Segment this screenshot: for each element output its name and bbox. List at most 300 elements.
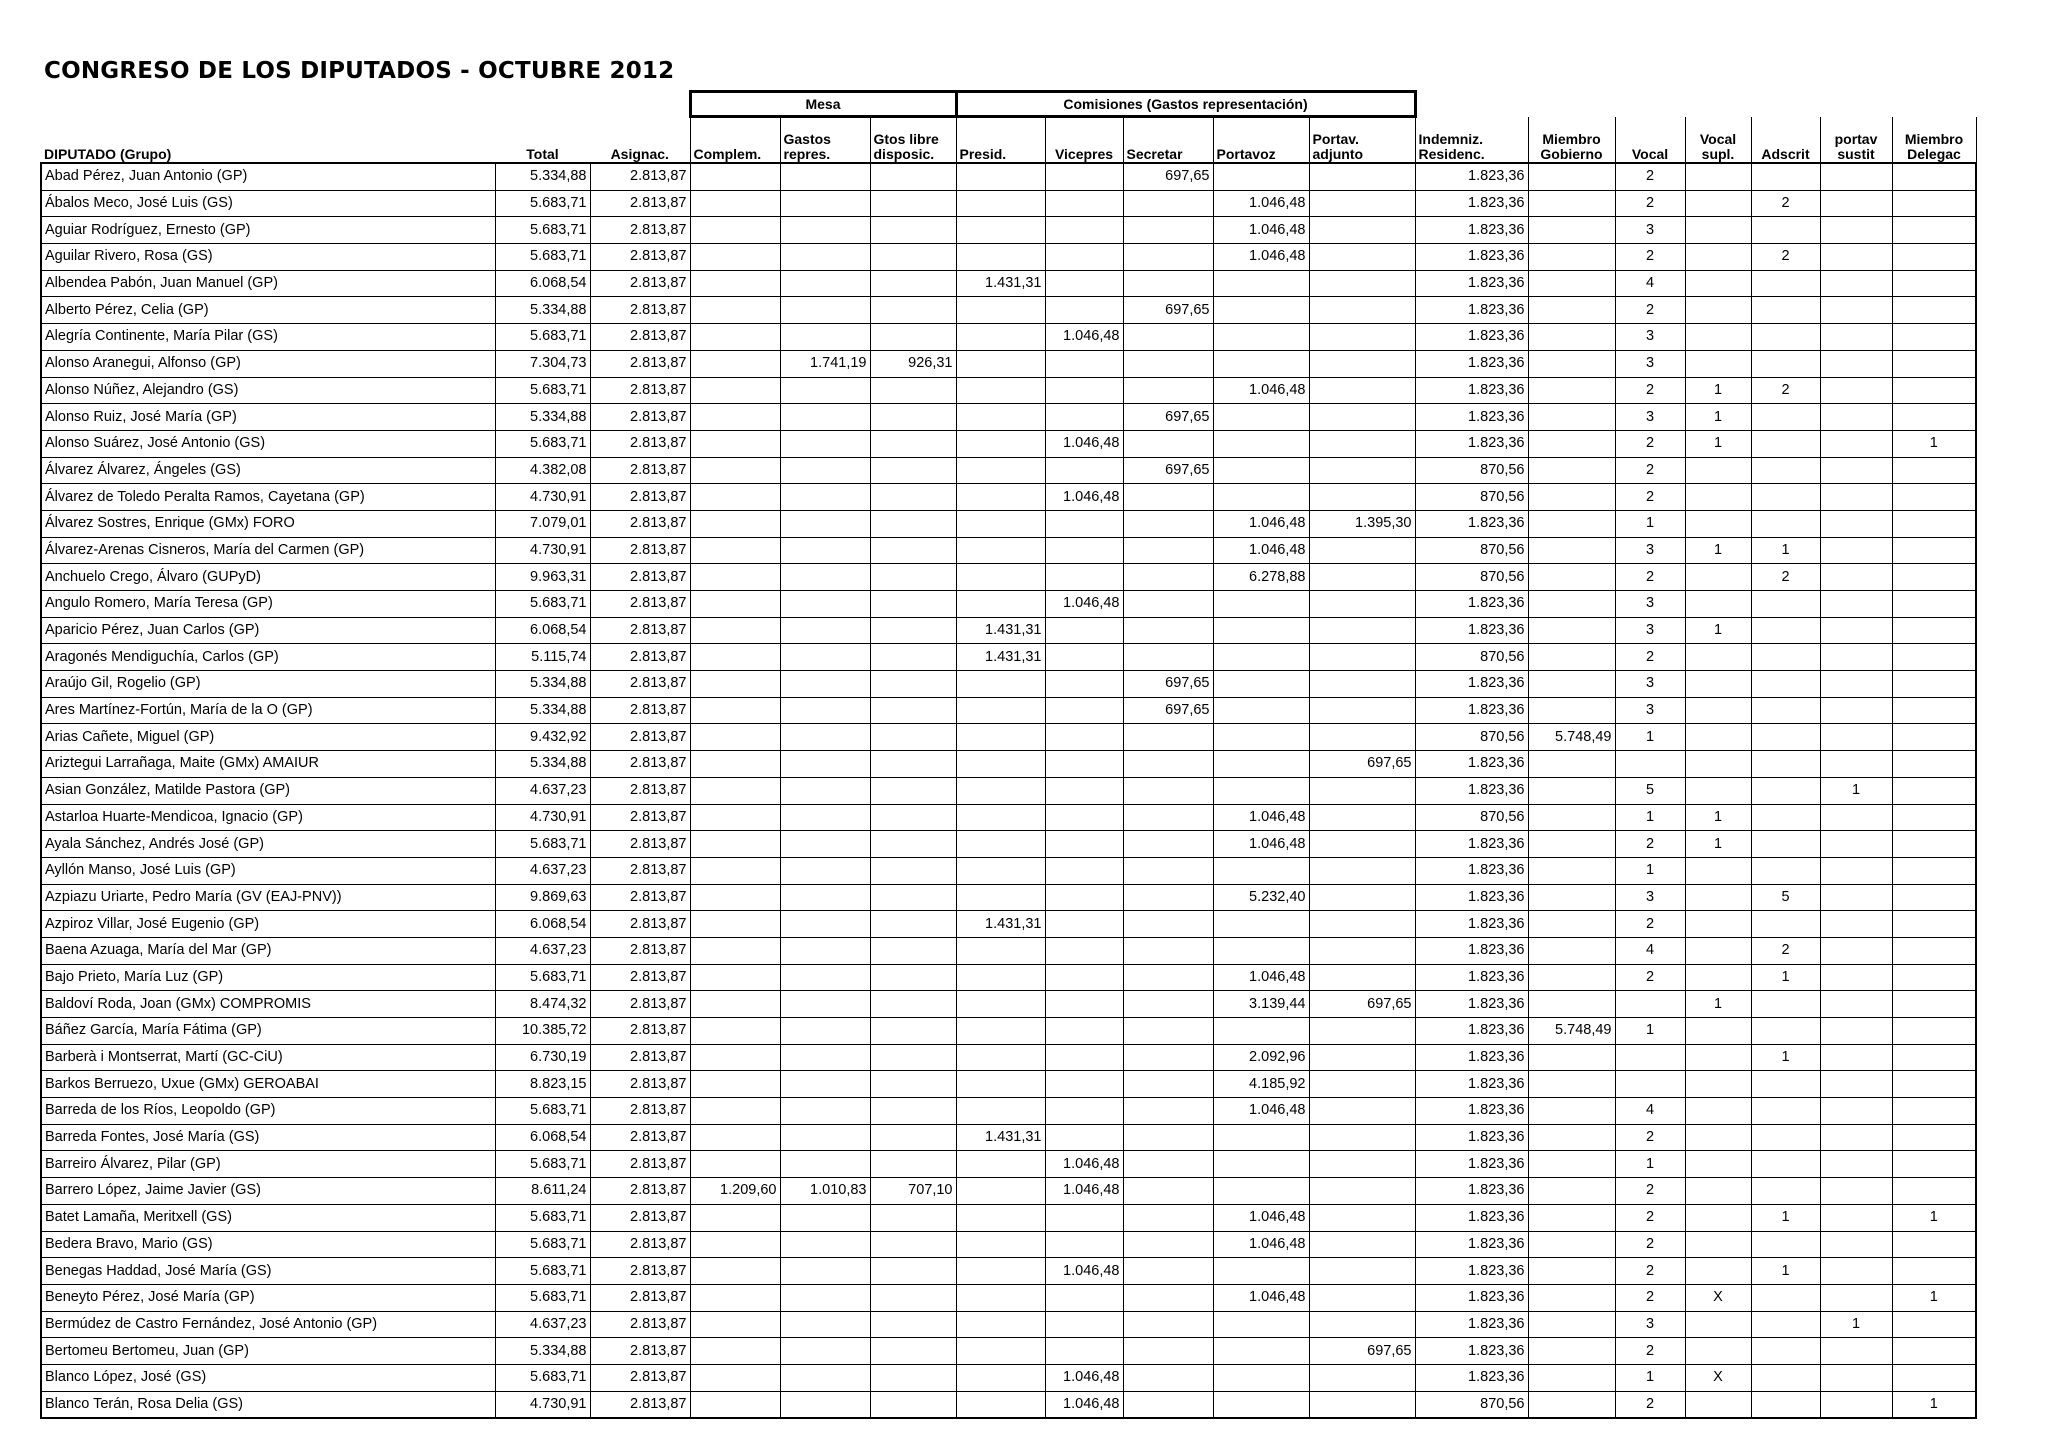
- cell-vicepres: [1045, 617, 1123, 644]
- cell-secretar: 697,65: [1123, 297, 1213, 324]
- cell-portav-adjunto: [1309, 697, 1415, 724]
- cell-total: 5.683,71: [495, 1098, 590, 1125]
- cell-vocal: 1: [1615, 724, 1685, 751]
- cell-portav-sustit: [1820, 884, 1892, 911]
- cell-indemniz: 1.823,36: [1415, 324, 1528, 351]
- cell-miembro-gobierno: [1528, 617, 1615, 644]
- cell-vicepres: 1.046,48: [1045, 591, 1123, 618]
- cell-miembro-gobierno: [1528, 244, 1615, 271]
- cell-total: 5.334,88: [495, 1338, 590, 1365]
- cell-portavoz: 1.046,48: [1213, 1204, 1309, 1231]
- cell-diputado: Bertomeu Bertomeu, Juan (GP): [41, 1338, 495, 1365]
- cell-gtos-libre: 926,31: [870, 350, 956, 377]
- cell-presid: [956, 671, 1045, 698]
- cell-asignac: 2.813,87: [590, 671, 690, 698]
- cell-adscrit: [1751, 510, 1820, 537]
- cell-miembro-gobierno: [1528, 377, 1615, 404]
- cell-indemniz: 1.823,36: [1415, 217, 1528, 244]
- cell-portav-adjunto: [1309, 377, 1415, 404]
- cell-miembro-gobierno: [1528, 1044, 1615, 1071]
- cell-adscrit: [1751, 270, 1820, 297]
- cell-vicepres: [1045, 751, 1123, 778]
- cell-portav-sustit: [1820, 1338, 1892, 1365]
- cell-miembro-delegac: [1892, 617, 1976, 644]
- cell-indemniz: 1.823,36: [1415, 1018, 1528, 1045]
- cell-indemniz: 870,56: [1415, 1391, 1528, 1418]
- cell-vocal-supl: [1685, 884, 1751, 911]
- cell-gtos-libre: [870, 644, 956, 671]
- cell-miembro-delegac: [1892, 591, 1976, 618]
- cell-miembro-gobierno: [1528, 324, 1615, 351]
- cell-miembro-delegac: [1892, 217, 1976, 244]
- cell-portav-sustit: [1820, 644, 1892, 671]
- cell-secretar: [1123, 617, 1213, 644]
- cell-vocal-supl: 1: [1685, 804, 1751, 831]
- cell-miembro-delegac: [1892, 1258, 1976, 1285]
- cell-portav-sustit: [1820, 1071, 1892, 1098]
- cell-vicepres: [1045, 724, 1123, 751]
- cell-presid: [956, 751, 1045, 778]
- cell-diputado: Ayllón Manso, José Luis (GP): [41, 857, 495, 884]
- cell-portavoz: 1.046,48: [1213, 244, 1309, 271]
- cell-miembro-delegac: [1892, 190, 1976, 217]
- cell-portav-sustit: [1820, 537, 1892, 564]
- cell-portavoz: [1213, 777, 1309, 804]
- cell-adscrit: [1751, 430, 1820, 457]
- cell-presid: [956, 964, 1045, 991]
- cell-presid: 1.431,31: [956, 1124, 1045, 1151]
- cell-vocal-supl: 1: [1685, 617, 1751, 644]
- cell-miembro-delegac: [1892, 350, 1976, 377]
- cell-portav-sustit: [1820, 217, 1892, 244]
- cell-portav-adjunto: [1309, 777, 1415, 804]
- cell-portav-adjunto: [1309, 1071, 1415, 1098]
- cell-vocal: 2: [1615, 911, 1685, 938]
- cell-vicepres: [1045, 937, 1123, 964]
- cell-secretar: [1123, 430, 1213, 457]
- cell-vicepres: [1045, 244, 1123, 271]
- cell-portav-adjunto: [1309, 190, 1415, 217]
- table-row: [41, 1338, 1976, 1365]
- cell-vicepres: [1045, 537, 1123, 564]
- cell-portav-sustit: [1820, 1098, 1892, 1125]
- cell-vicepres: [1045, 404, 1123, 431]
- cell-vocal: 3: [1615, 404, 1685, 431]
- cell-total: 9.869,63: [495, 884, 590, 911]
- cell-portavoz: 1.046,48: [1213, 1098, 1309, 1125]
- cell-portav-sustit: [1820, 297, 1892, 324]
- cell-diputado: Barreda Fontes, José María (GS): [41, 1124, 495, 1151]
- cell-complem: [690, 831, 780, 858]
- cell-gtos-libre: [870, 1391, 956, 1418]
- cell-complem: [690, 671, 780, 698]
- cell-vocal-supl: 1: [1685, 831, 1751, 858]
- cell-portav-adjunto: [1309, 1018, 1415, 1045]
- cell-gtos-libre: [870, 484, 956, 511]
- cell-portav-adjunto: [1309, 457, 1415, 484]
- cell-gastos-repres: [780, 751, 870, 778]
- cell-portav-adjunto: [1309, 430, 1415, 457]
- cell-diputado: Angulo Romero, María Teresa (GP): [41, 591, 495, 618]
- cell-vocal-supl: [1685, 1338, 1751, 1365]
- cell-presid: [956, 190, 1045, 217]
- cell-complem: [690, 1204, 780, 1231]
- cell-portav-adjunto: [1309, 911, 1415, 938]
- cell-vocal-supl: [1685, 857, 1751, 884]
- cell-miembro-delegac: [1892, 1178, 1976, 1205]
- cell-total: 4.730,91: [495, 1391, 590, 1418]
- cell-asignac: 2.813,87: [590, 804, 690, 831]
- cell-indemniz: 1.823,36: [1415, 350, 1528, 377]
- cell-diputado: Blanco López, José (GS): [41, 1364, 495, 1391]
- cell-miembro-delegac: [1892, 1044, 1976, 1071]
- cell-miembro-delegac: [1892, 991, 1976, 1018]
- cell-diputado: Ábalos Meco, José Luis (GS): [41, 190, 495, 217]
- cell-complem: [690, 1018, 780, 1045]
- column-header-vicepres: Vicepres: [1045, 117, 1123, 164]
- cell-miembro-delegac: [1892, 297, 1976, 324]
- cell-miembro-gobierno: [1528, 884, 1615, 911]
- cell-portav-sustit: [1820, 1204, 1892, 1231]
- cell-indemniz: 1.823,36: [1415, 244, 1528, 271]
- cell-diputado: Albendea Pabón, Juan Manuel (GP): [41, 270, 495, 297]
- cell-miembro-gobierno: [1528, 777, 1615, 804]
- cell-vicepres: [1045, 697, 1123, 724]
- cell-miembro-gobierno: [1528, 537, 1615, 564]
- cell-asignac: 2.813,87: [590, 510, 690, 537]
- cell-portav-sustit: [1820, 804, 1892, 831]
- cell-asignac: 2.813,87: [590, 1098, 690, 1125]
- cell-indemniz: 1.823,36: [1415, 991, 1528, 1018]
- cell-complem: [690, 404, 780, 431]
- cell-vicepres: 1.046,48: [1045, 1258, 1123, 1285]
- cell-vocal: 2: [1615, 297, 1685, 324]
- cell-secretar: [1123, 1391, 1213, 1418]
- cell-portav-sustit: [1820, 724, 1892, 751]
- cell-miembro-gobierno: [1528, 1098, 1615, 1125]
- cell-gtos-libre: [870, 1044, 956, 1071]
- cell-asignac: 2.813,87: [590, 697, 690, 724]
- cell-asignac: 2.813,87: [590, 751, 690, 778]
- cell-vicepres: [1045, 777, 1123, 804]
- cell-vicepres: [1045, 831, 1123, 858]
- cell-portav-adjunto: 697,65: [1309, 991, 1415, 1018]
- cell-presid: 1.431,31: [956, 270, 1045, 297]
- cell-asignac: 2.813,87: [590, 964, 690, 991]
- cell-indemniz: 1.823,36: [1415, 270, 1528, 297]
- cell-asignac: 2.813,87: [590, 1258, 690, 1285]
- cell-presid: [956, 377, 1045, 404]
- cell-portavoz: [1213, 1338, 1309, 1365]
- cell-presid: [956, 1151, 1045, 1178]
- cell-adscrit: [1751, 1364, 1820, 1391]
- cell-adscrit: [1751, 217, 1820, 244]
- cell-total: 10.385,72: [495, 1018, 590, 1045]
- cell-portav-sustit: [1820, 831, 1892, 858]
- cell-portav-sustit: 1: [1820, 777, 1892, 804]
- cell-diputado: Ayala Sánchez, Andrés José (GP): [41, 831, 495, 858]
- cell-vocal-supl: [1685, 217, 1751, 244]
- cell-indemniz: 870,56: [1415, 564, 1528, 591]
- cell-presid: 1.431,31: [956, 644, 1045, 671]
- cell-asignac: 2.813,87: [590, 537, 690, 564]
- table-row: [41, 244, 1976, 271]
- cell-gtos-libre: [870, 1258, 956, 1285]
- cell-total: 6.068,54: [495, 911, 590, 938]
- cell-total: 5.683,71: [495, 1284, 590, 1311]
- cell-vocal: 3: [1615, 537, 1685, 564]
- cell-miembro-delegac: [1892, 457, 1976, 484]
- cell-gtos-libre: [870, 617, 956, 644]
- cell-diputado: Álvarez de Toledo Peralta Ramos, Cayetana (GP): [41, 484, 495, 511]
- cell-complem: [690, 644, 780, 671]
- cell-vicepres: [1045, 190, 1123, 217]
- cell-vicepres: [1045, 804, 1123, 831]
- cell-gtos-libre: [870, 1098, 956, 1125]
- cell-gastos-repres: [780, 1071, 870, 1098]
- cell-diputado: Barrero López, Jaime Javier (GS): [41, 1178, 495, 1205]
- cell-vocal-supl: [1685, 324, 1751, 351]
- cell-presid: [956, 484, 1045, 511]
- cell-gtos-libre: [870, 510, 956, 537]
- cell-portavoz: [1213, 857, 1309, 884]
- cell-total: 5.334,88: [495, 697, 590, 724]
- cell-vocal-supl: [1685, 671, 1751, 698]
- table-row: [41, 644, 1976, 671]
- cell-vicepres: [1045, 964, 1123, 991]
- cell-asignac: 2.813,87: [590, 324, 690, 351]
- cell-gtos-libre: [870, 564, 956, 591]
- cell-vocal: 1: [1615, 804, 1685, 831]
- cell-gtos-libre: [870, 697, 956, 724]
- cell-diputado: Aguilar Rivero, Rosa (GS): [41, 244, 495, 271]
- cell-indemniz: 1.823,36: [1415, 163, 1528, 190]
- cell-indemniz: 1.823,36: [1415, 591, 1528, 618]
- cell-complem: [690, 297, 780, 324]
- cell-gtos-libre: [870, 377, 956, 404]
- cell-complem: [690, 1391, 780, 1418]
- cell-total: 8.474,32: [495, 991, 590, 1018]
- cell-adscrit: [1751, 644, 1820, 671]
- cell-miembro-gobierno: [1528, 964, 1615, 991]
- cell-indemniz: 1.823,36: [1415, 297, 1528, 324]
- cell-total: 5.334,88: [495, 671, 590, 698]
- cell-portav-adjunto: [1309, 1258, 1415, 1285]
- cell-vicepres: [1045, 1284, 1123, 1311]
- cell-vicepres: [1045, 884, 1123, 911]
- cell-miembro-gobierno: [1528, 831, 1615, 858]
- cell-gtos-libre: [870, 190, 956, 217]
- cell-presid: [956, 324, 1045, 351]
- cell-vocal-supl: [1685, 751, 1751, 778]
- cell-portavoz: [1213, 697, 1309, 724]
- cell-gastos-repres: [780, 270, 870, 297]
- cell-gastos-repres: [780, 217, 870, 244]
- cell-asignac: 2.813,87: [590, 831, 690, 858]
- cell-total: 8.823,15: [495, 1071, 590, 1098]
- cell-total: 5.683,71: [495, 1151, 590, 1178]
- cell-complem: [690, 937, 780, 964]
- cell-secretar: [1123, 1284, 1213, 1311]
- column-header-presid: Presid.: [956, 117, 1045, 164]
- cell-total: 4.730,91: [495, 804, 590, 831]
- cell-portav-sustit: [1820, 857, 1892, 884]
- cell-miembro-delegac: [1892, 1311, 1976, 1338]
- cell-diputado: Báñez García, María Fátima (GP): [41, 1018, 495, 1045]
- cell-miembro-gobierno: [1528, 430, 1615, 457]
- cell-miembro-delegac: [1892, 270, 1976, 297]
- cell-portavoz: 1.046,48: [1213, 217, 1309, 244]
- cell-gtos-libre: [870, 1311, 956, 1338]
- cell-vocal-supl: X: [1685, 1284, 1751, 1311]
- cell-gtos-libre: [870, 804, 956, 831]
- cell-gtos-libre: [870, 964, 956, 991]
- cell-vocal-supl: 1: [1685, 377, 1751, 404]
- cell-portav-adjunto: [1309, 1391, 1415, 1418]
- cell-vocal: 2: [1615, 377, 1685, 404]
- cell-miembro-delegac: 1: [1892, 1284, 1976, 1311]
- cell-portav-adjunto: [1309, 1098, 1415, 1125]
- cell-total: 5.683,71: [495, 190, 590, 217]
- cell-adscrit: [1751, 1124, 1820, 1151]
- cell-diputado: Álvarez Sostres, Enrique (GMx) FORO: [41, 510, 495, 537]
- cell-vicepres: [1045, 911, 1123, 938]
- table-row: [41, 697, 1976, 724]
- cell-presid: [956, 1338, 1045, 1365]
- cell-asignac: 2.813,87: [590, 1018, 690, 1045]
- cell-vocal-supl: [1685, 1258, 1751, 1285]
- cell-adscrit: [1751, 857, 1820, 884]
- cell-portavoz: [1213, 617, 1309, 644]
- cell-gastos-repres: [780, 1018, 870, 1045]
- cell-vicepres: 1.046,48: [1045, 1151, 1123, 1178]
- cell-indemniz: 1.823,36: [1415, 884, 1528, 911]
- cell-total: 5.334,88: [495, 751, 590, 778]
- cell-gastos-repres: [780, 1231, 870, 1258]
- cell-miembro-gobierno: [1528, 937, 1615, 964]
- cell-vocal-supl: [1685, 937, 1751, 964]
- cell-presid: [956, 1044, 1045, 1071]
- cell-miembro-delegac: [1892, 1364, 1976, 1391]
- cell-asignac: 2.813,87: [590, 190, 690, 217]
- cell-portavoz: 1.046,48: [1213, 964, 1309, 991]
- cell-secretar: [1123, 377, 1213, 404]
- cell-portavoz: [1213, 1151, 1309, 1178]
- cell-miembro-gobierno: [1528, 1151, 1615, 1178]
- cell-miembro-delegac: [1892, 1338, 1976, 1365]
- cell-vocal: 5: [1615, 777, 1685, 804]
- cell-adscrit: [1751, 911, 1820, 938]
- cell-presid: [956, 244, 1045, 271]
- cell-gtos-libre: [870, 297, 956, 324]
- cell-miembro-delegac: [1892, 884, 1976, 911]
- cell-miembro-delegac: 1: [1892, 1391, 1976, 1418]
- cell-secretar: [1123, 644, 1213, 671]
- cell-gastos-repres: [780, 831, 870, 858]
- cell-miembro-delegac: [1892, 1124, 1976, 1151]
- cell-presid: [956, 1364, 1045, 1391]
- cell-adscrit: [1751, 1391, 1820, 1418]
- cell-complem: [690, 697, 780, 724]
- cell-asignac: 2.813,87: [590, 1284, 690, 1311]
- cell-vicepres: [1045, 991, 1123, 1018]
- cell-gtos-libre: [870, 751, 956, 778]
- cell-vocal: 2: [1615, 964, 1685, 991]
- cell-portavoz: [1213, 324, 1309, 351]
- cell-adscrit: [1751, 297, 1820, 324]
- cell-portav-sustit: [1820, 1258, 1892, 1285]
- cell-vocal-supl: [1685, 1311, 1751, 1338]
- cell-portavoz: [1213, 1178, 1309, 1205]
- cell-adscrit: [1751, 484, 1820, 511]
- cell-diputado: Benegas Haddad, José María (GS): [41, 1258, 495, 1285]
- cell-portavoz: 1.046,48: [1213, 190, 1309, 217]
- cell-miembro-gobierno: [1528, 190, 1615, 217]
- cell-portav-sustit: [1820, 1018, 1892, 1045]
- cell-vicepres: [1045, 1124, 1123, 1151]
- cell-portav-sustit: [1820, 751, 1892, 778]
- cell-presid: 1.431,31: [956, 911, 1045, 938]
- cell-miembro-gobierno: [1528, 591, 1615, 618]
- cell-portavoz: 3.139,44: [1213, 991, 1309, 1018]
- cell-asignac: 2.813,87: [590, 1044, 690, 1071]
- cell-diputado: Ares Martínez-Fortún, María de la O (GP): [41, 697, 495, 724]
- cell-indemniz: 1.823,36: [1415, 857, 1528, 884]
- cell-complem: [690, 457, 780, 484]
- cell-miembro-delegac: [1892, 1071, 1976, 1098]
- cell-asignac: 2.813,87: [590, 163, 690, 190]
- cell-gtos-libre: [870, 430, 956, 457]
- cell-adscrit: [1751, 163, 1820, 190]
- cell-portav-adjunto: [1309, 297, 1415, 324]
- cell-vocal-supl: [1685, 163, 1751, 190]
- cell-vocal: 3: [1615, 350, 1685, 377]
- cell-secretar: [1123, 484, 1213, 511]
- cell-gastos-repres: [780, 1124, 870, 1151]
- cell-gastos-repres: [780, 644, 870, 671]
- cell-complem: [690, 190, 780, 217]
- cell-complem: [690, 857, 780, 884]
- cell-vicepres: [1045, 457, 1123, 484]
- cell-adscrit: [1751, 404, 1820, 431]
- cell-gastos-repres: [780, 244, 870, 271]
- cell-total: 7.079,01: [495, 510, 590, 537]
- cell-gastos-repres: [780, 484, 870, 511]
- table-row: [41, 1044, 1976, 1071]
- cell-diputado: Araújo Gil, Rogelio (GP): [41, 671, 495, 698]
- cell-portav-adjunto: [1309, 484, 1415, 511]
- cell-adscrit: [1751, 457, 1820, 484]
- cell-asignac: 2.813,87: [590, 564, 690, 591]
- cell-vocal: 2: [1615, 484, 1685, 511]
- cell-portav-adjunto: [1309, 324, 1415, 351]
- cell-miembro-gobierno: [1528, 163, 1615, 190]
- cell-gtos-libre: [870, 404, 956, 431]
- cell-vocal-supl: [1685, 964, 1751, 991]
- cell-presid: [956, 1098, 1045, 1125]
- cell-gastos-repres: [780, 804, 870, 831]
- cell-secretar: [1123, 724, 1213, 751]
- cell-adscrit: 2: [1751, 190, 1820, 217]
- cell-total: 5.683,71: [495, 377, 590, 404]
- cell-vicepres: [1045, 671, 1123, 698]
- cell-complem: [690, 991, 780, 1018]
- cell-adscrit: [1751, 591, 1820, 618]
- cell-portav-sustit: [1820, 1391, 1892, 1418]
- cell-miembro-gobierno: [1528, 1338, 1615, 1365]
- cell-asignac: 2.813,87: [590, 1151, 690, 1178]
- cell-miembro-gobierno: [1528, 857, 1615, 884]
